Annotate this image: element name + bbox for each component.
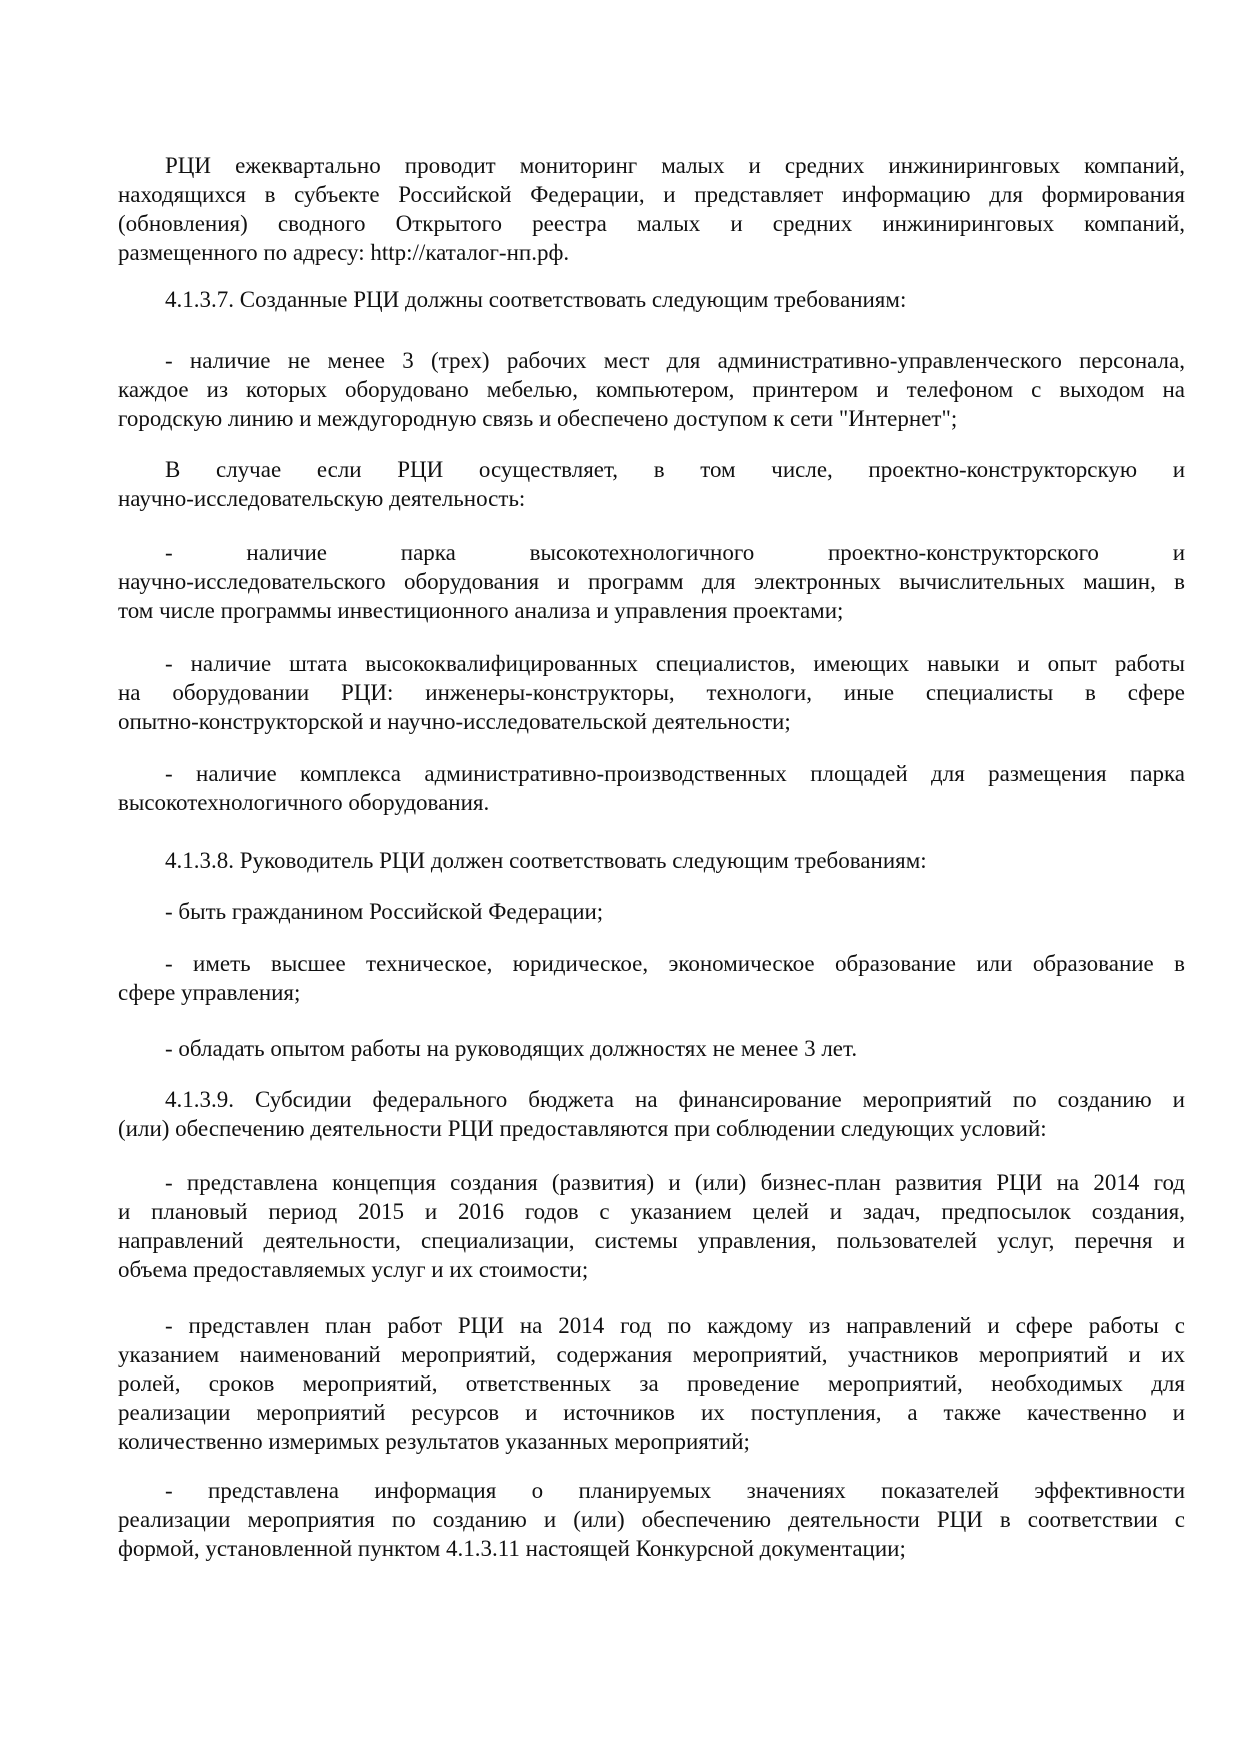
text-line: каждое из которых оборудовано мебелью, компьютером, принтером и телефоном с выходом на	[118, 377, 1185, 402]
paragraph	[118, 649, 1185, 736]
text-line: В случае если РЦИ осуществляет, в том числе, проектно-конструкторскую и	[165, 457, 1185, 482]
paragraph	[118, 346, 1185, 433]
text-line: - представлена информация о планируемых значениях показателей эффективности	[165, 1478, 1185, 1503]
paragraph	[118, 949, 1185, 1007]
text-line: высокотехнологичного оборудования.	[118, 790, 490, 815]
paragraph	[118, 846, 1185, 875]
paragraph	[118, 1476, 1185, 1563]
text-line: - представлена концепция создания (развития) и (или) бизнес-план развития РЦИ на 2014 год	[165, 1170, 1185, 1195]
text-line: научно-исследовательского оборудования и программ для электронных вычислительных машин, в	[118, 569, 1185, 594]
paragraph	[118, 151, 1185, 267]
paragraph	[118, 1311, 1185, 1456]
text-line: сфере управления;	[118, 980, 301, 1005]
paragraph	[118, 1034, 1185, 1063]
text-line: объема предоставляемых услуг и их стоимости;	[118, 1257, 589, 1282]
text-line: 4.1.3.9. Субсидии федерального бюджета на финансирование мероприятий по созданию и	[165, 1087, 1185, 1112]
text-line: (обновления) сводного Открытого реестра малых и средних инжиниринговых компаний,	[118, 211, 1185, 236]
text-line: РЦИ ежеквартально проводит мониторинг малых и средних инжиниринговых компаний,	[165, 153, 1185, 178]
paragraph	[118, 897, 1185, 926]
text-line: количественно измеримых результатов указанных мероприятий;	[118, 1429, 750, 1454]
paragraph	[118, 1168, 1185, 1284]
text-line: - наличие парка высокотехнологичного проектно-конструкторского и	[165, 540, 1185, 565]
text-line: (или) обеспечению деятельности РЦИ предоставляются при соблюдении следующих условий:	[118, 1116, 1047, 1141]
text-line: - иметь высшее техническое, юридическое, экономическое образование или образование в	[165, 951, 1185, 976]
text-line: - наличие штата высококвалифицированных специалистов, имеющих навыки и опыт работы	[165, 651, 1185, 676]
text-line: формой, установленной пунктом 4.1.3.11 настоящей Конкурсной документации;	[118, 1536, 906, 1561]
paragraph	[118, 455, 1185, 513]
text-line: и плановый период 2015 и 2016 годов с указанием целей и задач, предпосылок создания,	[118, 1199, 1185, 1224]
text-line: - наличие комплекса административно-производственных площадей для размещения парка	[165, 761, 1185, 786]
text-line: - наличие не менее 3 (трех) рабочих мест для административно-управленческого персонала,	[165, 348, 1185, 373]
text-line: направлений деятельности, специализации, системы управления, пользователей услуг, перечня и	[118, 1228, 1185, 1253]
paragraph	[118, 285, 1185, 314]
text-line: - обладать опытом работы на руководящих должностях не менее 3 лет.	[165, 1036, 858, 1061]
text-line: городскую линию и междугородную связь и обеспечено доступом к сети "Интернет";	[118, 406, 958, 431]
text-line: размещенного по адресу: http://каталог-нп.рф.	[118, 240, 570, 265]
text-line: находящихся в субъекте Российской Федерации, и представляет информацию для формирования	[118, 182, 1185, 207]
paragraph	[118, 759, 1185, 817]
paragraph	[118, 1085, 1185, 1143]
text-line: том числе программы инвестиционного анализа и управления проектами;	[118, 598, 844, 623]
text-line: на оборудовании РЦИ: инженеры-конструкторы, технологи, иные специалисты в сфере	[118, 680, 1185, 705]
text-line: - быть гражданином Российской Федерации;	[165, 899, 604, 924]
text-line: реализации мероприятий ресурсов и источников их поступления, а также качественно и	[118, 1400, 1185, 1425]
text-line: 4.1.3.8. Руководитель РЦИ должен соответствовать следующим требованиям:	[165, 848, 927, 873]
text-line: научно-исследовательскую деятельность:	[118, 486, 526, 511]
text-line: 4.1.3.7. Созданные РЦИ должны соответствовать следующим требованиям:	[165, 287, 907, 312]
text-line: указанием наименований мероприятий, содержания мероприятий, участников мероприятий и их	[118, 1342, 1185, 1367]
text-line: опытно-конструкторской и научно-исследовательской деятельности;	[118, 709, 791, 734]
paragraph	[118, 538, 1185, 625]
text-line: реализации мероприятия по созданию и (или) обеспечению деятельности РЦИ в соответствии с	[118, 1507, 1185, 1532]
text-line: - представлен план работ РЦИ на 2014 год по каждому из направлений и сфере работы с	[165, 1313, 1185, 1338]
text-line: ролей, сроков мероприятий, ответственных за проведение мероприятий, необходимых для	[118, 1371, 1185, 1396]
